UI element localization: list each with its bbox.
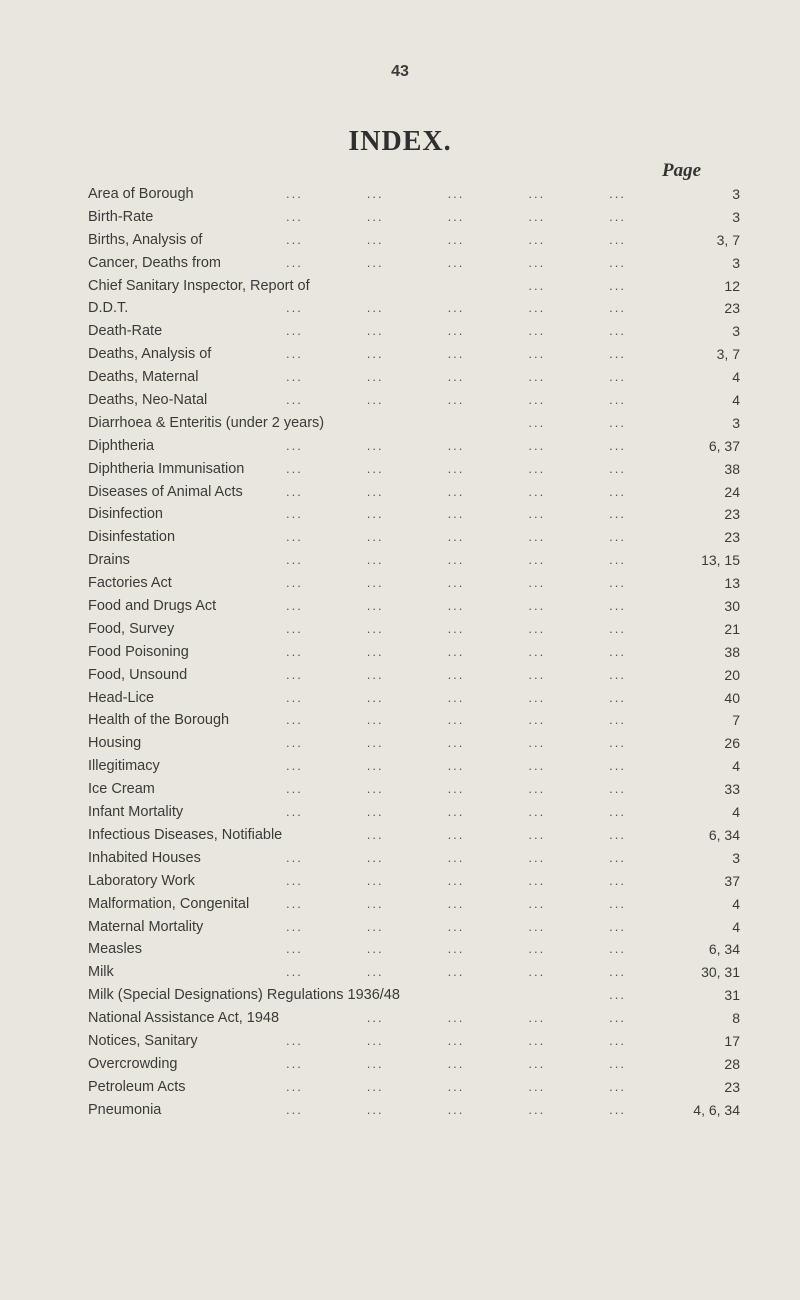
dot-leaders: ... ... ... ... ... (286, 1101, 626, 1117)
index-row (88, 755, 748, 778)
dot-leaders: ... ... ... ... ... (286, 666, 626, 682)
dot-leaders: ... ... ... ... ... (286, 735, 626, 751)
dot-leaders: ... ... ... ... ... (286, 529, 626, 545)
dot-leaders: ... ... ... ... ... (286, 392, 626, 408)
dot-leaders: ... ... ... ... ... (286, 506, 626, 522)
index-entry-pages: 13 (724, 575, 740, 592)
index-entry-label: Milk (88, 964, 114, 981)
index-row (88, 229, 748, 252)
index-entry-label: Diphtheria (88, 437, 155, 454)
index-row (88, 206, 748, 229)
index-entry-pages: 12 (724, 277, 740, 294)
index-row (88, 320, 748, 343)
index-row (88, 664, 748, 687)
index-entry-pages: 4 (732, 895, 740, 912)
index-row (88, 687, 748, 710)
index-entry-label: Maternal Mortality (88, 918, 204, 935)
index-entry-label: Diseases of Animal Acts (88, 483, 243, 500)
index-entry-label: Birth-Rate (88, 208, 154, 225)
index-row (88, 938, 748, 961)
dot-leaders: ... ... ... ... ... (286, 483, 626, 499)
index-entry-label: Housing (88, 735, 142, 752)
dot-leaders: ... ... ... ... ... (286, 231, 626, 247)
dot-leaders: ... ... ... ... ... (286, 437, 626, 453)
index-entry-label: Chief Sanitary Inspector, Report of (88, 277, 310, 294)
index-entry-pages: 4, 6, 34 (693, 1101, 740, 1118)
dot-leaders: ... ... ... ... ... (286, 895, 626, 911)
dot-leaders: ... ... ... ... ... (286, 758, 626, 774)
index-entry-pages: 38 (724, 643, 740, 660)
index-entry-label: Notices, Sanitary (88, 1032, 198, 1049)
index-row (88, 297, 748, 320)
dot-leaders: ... ... ... ... ... (286, 941, 626, 957)
index-row (88, 1099, 748, 1122)
index-row (88, 618, 748, 641)
dot-leaders: ... ... ... ... ... (286, 872, 626, 888)
index-row (88, 412, 748, 435)
dot-leaders: ... ... ... ... ... (286, 323, 626, 339)
index-row (88, 847, 748, 870)
index-row (88, 1030, 748, 1053)
index-entry-pages: 17 (724, 1032, 740, 1049)
index-entry-label: Deaths, Maternal (88, 369, 199, 386)
index-entry-pages: 3 (732, 254, 740, 271)
index-entry-pages: 20 (724, 666, 740, 683)
dot-leaders: ... ... ... ... ... (286, 300, 626, 316)
index-row (88, 183, 748, 206)
index-entry-label: Food and Drugs Act (88, 598, 217, 615)
dot-leaders: ... ... ... ... ... (286, 712, 626, 728)
index-entry-pages: 30 (724, 598, 740, 615)
index-entry-pages: 30, 31 (701, 964, 740, 981)
index-entry-pages: 31 (724, 987, 740, 1004)
index-entry-label: Cancer, Deaths from (88, 254, 221, 271)
index-entry-pages: 4 (732, 758, 740, 775)
index-entry-pages: 7 (732, 712, 740, 729)
index-entry-label: Area of Borough (88, 186, 194, 202)
index-row (88, 1053, 748, 1076)
index-entry-pages: 3 (732, 186, 740, 202)
index-row (88, 458, 748, 481)
index-entry-pages: 23 (724, 300, 740, 317)
dot-leaders: ... ... ... ... ... (286, 1032, 626, 1048)
index-entry-pages: 23 (724, 506, 740, 523)
dot-leaders: ... ... ... ... ... (286, 964, 626, 980)
index-entry-pages: 3, 7 (716, 346, 740, 363)
index-entry-pages: 37 (724, 872, 740, 889)
index-row (88, 870, 748, 893)
index-entry-pages: 26 (724, 735, 740, 752)
index-entry-label: Drains (88, 552, 130, 569)
index-row (88, 343, 748, 366)
index-row (88, 778, 748, 801)
dot-leaders: ... ... ... ... ... (286, 254, 626, 270)
index-entry-pages: 6, 34 (708, 941, 740, 958)
dot-leaders: ... ... ... ... ... (286, 575, 626, 591)
dot-leaders: ... ... ... ... (366, 826, 626, 842)
index-entry-pages: 3 (732, 849, 740, 866)
index-entry-label: Overcrowding (88, 1055, 178, 1072)
dot-leaders: ... ... ... ... ... (286, 186, 626, 201)
index-entry-pages: 38 (724, 460, 740, 477)
index-row (88, 366, 748, 389)
dot-leaders: ... ... ... ... ... (286, 208, 626, 224)
index-entry-pages: 8 (732, 1010, 740, 1027)
index-entry-label: Factories Act (88, 575, 172, 592)
dot-leaders: ... ... ... ... ... (286, 918, 626, 934)
index-row (88, 252, 748, 275)
dot-leaders: ... ... ... ... ... (286, 598, 626, 614)
index-entry-label: Diphtheria Immunisation (88, 460, 245, 477)
index-entry-label: D.D.T. (88, 300, 129, 317)
page-number: 43 (391, 63, 409, 80)
index-entry-label: Milk (Special Designations) Regulations 1936/48 (88, 987, 400, 1004)
index-entry-label: Births, Analysis of (88, 231, 203, 248)
index-row (88, 572, 748, 595)
index-entry-label: Infectious Diseases, Notifiable (88, 826, 283, 843)
index-entry-pages: 28 (724, 1055, 740, 1072)
dot-leaders: ... ... ... ... (366, 1010, 626, 1026)
index-row (88, 275, 748, 298)
index-entry-label: Malformation, Congenital (88, 895, 250, 912)
index-entry-label: Disinfestation (88, 529, 176, 546)
index-entry-pages: 3 (732, 323, 740, 340)
index-entry-pages: 33 (724, 781, 740, 798)
index-row (88, 435, 748, 458)
dot-leaders: ... ... ... ... ... (286, 781, 626, 797)
index-row (88, 1076, 748, 1099)
dot-leaders: ... ... ... ... ... (286, 346, 626, 362)
index-entry-label: Deaths, Neo-Natal (88, 392, 208, 409)
index-entry-pages: 3, 7 (716, 231, 740, 248)
index-row (88, 732, 748, 755)
dot-leaders: ... ... ... ... ... (286, 849, 626, 865)
index-row (88, 503, 748, 526)
dot-leaders: ... ... (528, 277, 626, 293)
index-entry-pages: 23 (724, 529, 740, 546)
index-entry-label: Food Poisoning (88, 643, 189, 660)
index-row (88, 1007, 748, 1030)
page-column-header: Page (662, 160, 702, 181)
index-entry-pages: 4 (732, 918, 740, 935)
index-entry-pages: 21 (724, 620, 740, 637)
dot-leaders: ... (609, 987, 626, 1003)
index-entry-pages: 24 (724, 483, 740, 500)
dot-leaders: ... ... ... ... ... (286, 689, 626, 705)
index-entry-label: Death-Rate (88, 323, 163, 340)
index-entry-label: Illegitimacy (88, 758, 160, 775)
index-row (88, 549, 748, 572)
index-row (88, 984, 748, 1007)
index-row (88, 481, 748, 504)
index-entry-label: Disinfection (88, 506, 163, 523)
index-row (88, 641, 748, 664)
index-entry-pages: 6, 37 (708, 437, 740, 454)
index-entry-label: Laboratory Work (88, 872, 195, 889)
index-entry-label: Health of the Borough (88, 712, 230, 729)
index-entry-pages: 23 (724, 1078, 740, 1095)
index-entry-label: Pneumonia (88, 1101, 162, 1118)
index-entry-label: Food, Unsound (88, 666, 188, 683)
index-entry-pages: 4 (732, 392, 740, 409)
dot-leaders: ... ... ... ... ... (286, 1055, 626, 1071)
index-row (88, 893, 748, 916)
index-entry-pages: 4 (732, 804, 740, 821)
index-entry-label: Diarrhoea & Enteritis (under 2 years) (88, 414, 325, 431)
index-entry-label: Head-Lice (88, 689, 155, 706)
index-entry-pages: 40 (724, 689, 740, 706)
index-entry-label: Ice Cream (88, 781, 155, 798)
index-row (88, 389, 748, 412)
dot-leaders: ... ... ... ... ... (286, 369, 626, 385)
index-entry-label: National Assistance Act, 1948 (88, 1010, 280, 1027)
index-entry-pages: 6, 34 (708, 826, 740, 843)
dot-leaders: ... ... ... ... ... (286, 643, 626, 659)
index-row (88, 526, 748, 549)
index-entry-label: Inhabited Houses (88, 849, 201, 866)
index-row (88, 801, 748, 824)
index-entry-label: Petroleum Acts (88, 1078, 186, 1095)
dot-leaders: ... ... ... ... ... (286, 804, 626, 820)
index-title: INDEX. (348, 126, 452, 157)
index-entry-label: Infant Mortality (88, 804, 184, 821)
dot-leaders: ... ... ... ... ... (286, 620, 626, 636)
index-entries (88, 183, 748, 1122)
index-row (88, 916, 748, 939)
index-entry-pages: 3 (732, 414, 740, 431)
index-row (88, 595, 748, 618)
index-entry-label: Food, Survey (88, 620, 175, 637)
dot-leaders: ... ... ... ... ... (286, 460, 626, 476)
index-entry-label: Deaths, Analysis of (88, 346, 212, 363)
index-entry-pages: 4 (732, 369, 740, 386)
index-row (88, 961, 748, 984)
index-row (88, 709, 748, 732)
dot-leaders: ... ... (528, 414, 626, 430)
dot-leaders: ... ... ... ... ... (286, 1078, 626, 1094)
index-entry-label: Measles (88, 941, 142, 958)
index-row (88, 824, 748, 847)
index-entry-pages: 13, 15 (701, 552, 740, 569)
dot-leaders: ... ... ... ... ... (286, 552, 626, 568)
index-entry-pages: 3 (732, 208, 740, 225)
